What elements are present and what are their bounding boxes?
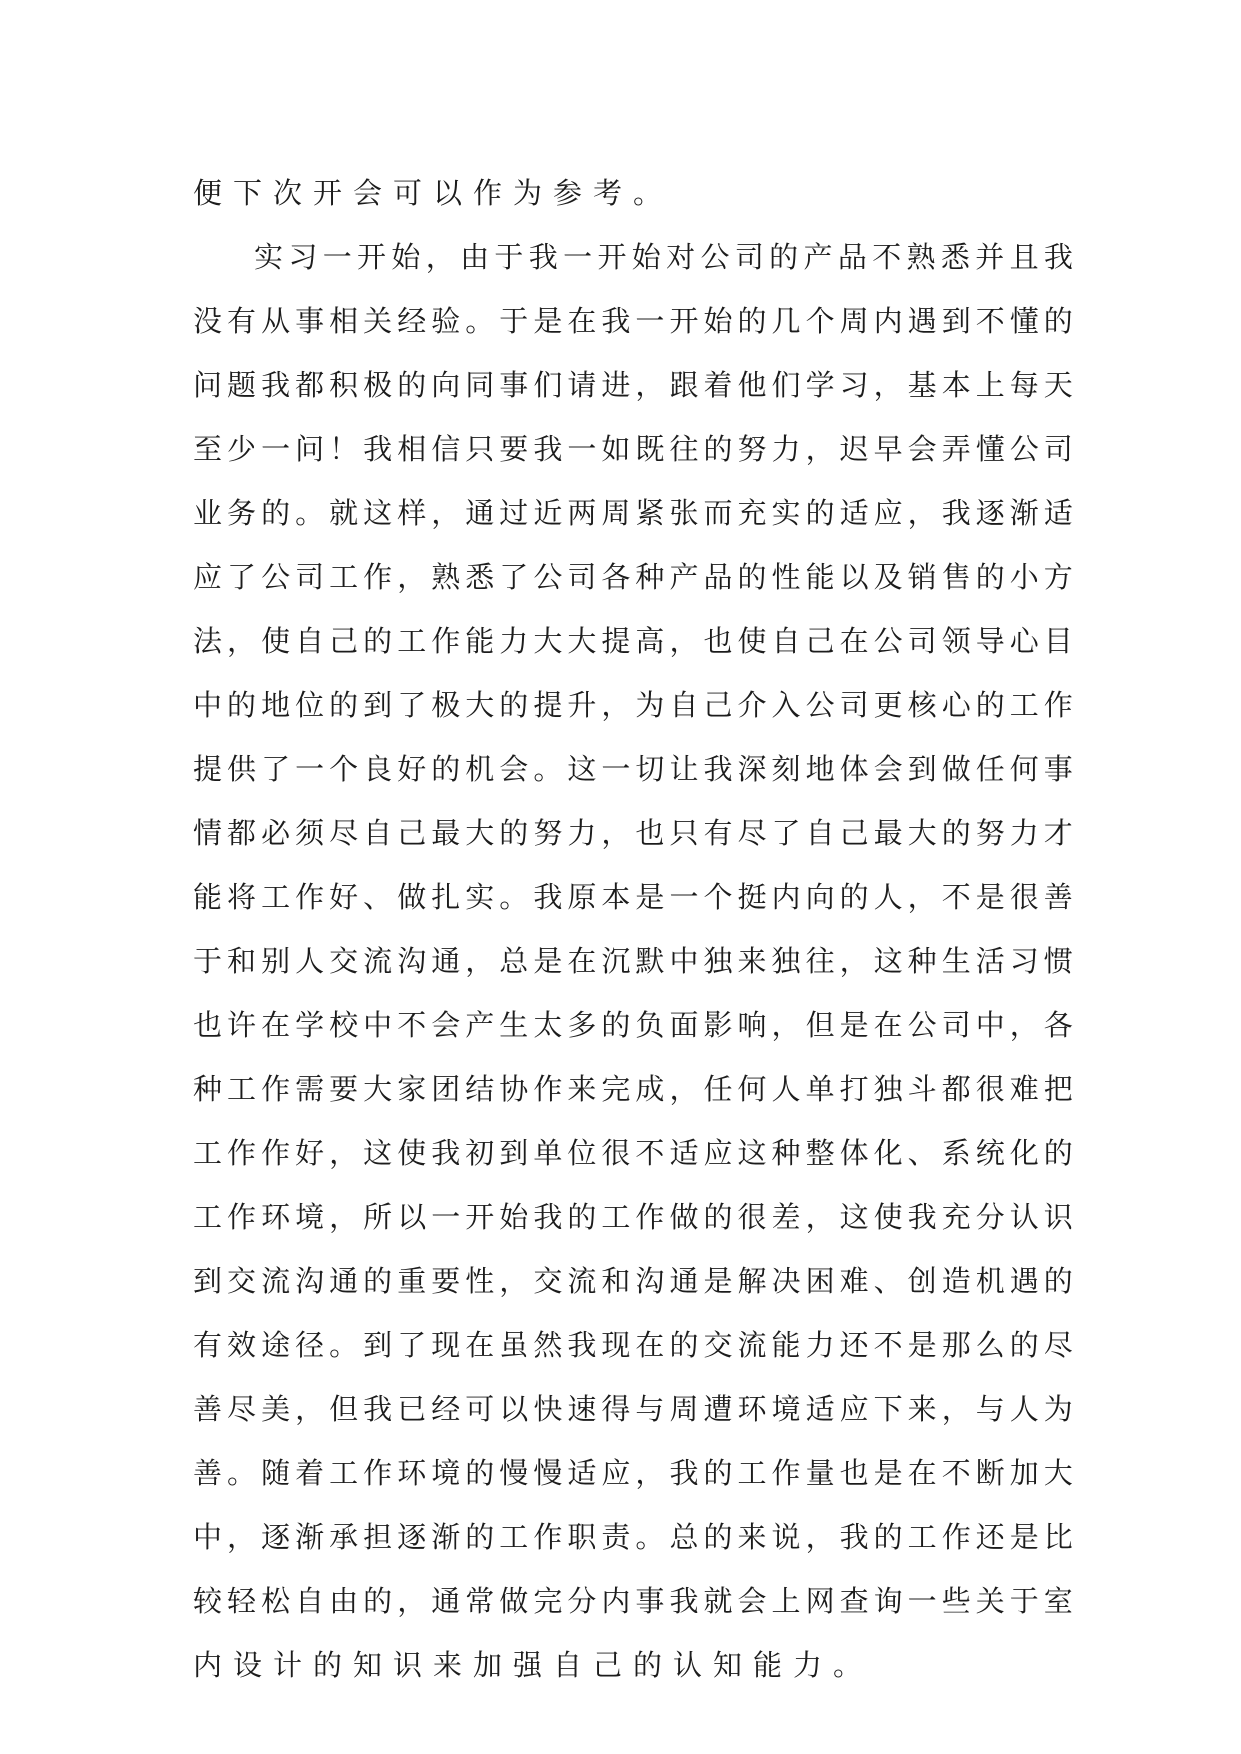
text-line: 到 交 流 沟 通 的 重 要 性 ， 交 流 和 沟 通 是 解 决 困 难 、 创 造 机 遇 的: [193, 1264, 1073, 1298]
text-line: 中 ， 逐 渐 承 担 逐 渐 的 工 作 职 责 。 总 的 来 说 ， 我 的 工 作 还 是 比: [193, 1520, 1073, 1554]
text-line: 没 有 从 事 相 关 经 验 。 于 是 在 我 一 开 始 的 几 个 周 内 遇 到 不 懂 的: [193, 304, 1073, 338]
body-text: [193, 161, 1073, 1697]
text-line: 工 作 作 好 ， 这 使 我 初 到 单 位 很 不 适 应 这 种 整 体 化 、 系 统 化 的: [193, 1136, 1073, 1170]
text-line: 内设计的知识来加强自己的认知能力。: [193, 1648, 874, 1682]
paragraph-first-line: 实 习 一 开 始 ， 由 于 我 一 开 始 对 公 司 的 产 品 不 熟 悉 并 且 我: [254, 240, 1073, 274]
text-line: 工 作 环 境 ， 所 以 一 开 始 我 的 工 作 做 的 很 差 ， 这 使 我 充 分 认 识: [193, 1200, 1073, 1234]
text-line: 种 工 作 需 要 大 家 团 结 协 作 来 完 成 ， 任 何 人 单 打 独 斗 都 很 难 把: [193, 1072, 1073, 1106]
text-line: 业 务 的 。 就 这 样 ， 通 过 近 两 周 紧 张 而 充 实 的 适 应 ， 我 逐 渐 适: [193, 496, 1073, 530]
text-line: 也 许 在 学 校 中 不 会 产 生 太 多 的 负 面 影 响 ， 但 是 在 公 司 中 ， 各: [193, 1008, 1073, 1042]
text-line: 能 将 工 作 好 、 做 扎 实 。 我 原 本 是 一 个 挺 内 向 的 人 ， 不 是 很 善: [193, 880, 1073, 914]
text-line: 法 ， 使 自 己 的 工 作 能 力 大 大 提 高 ， 也 使 自 己 在 公 司 领 导 心 目: [193, 624, 1073, 658]
text-line: 较 轻 松 自 由 的 ， 通 常 做 完 分 内 事 我 就 会 上 网 查 询 一 些 关 于 室: [193, 1584, 1073, 1618]
text-line: 提 供 了 一 个 良 好 的 机 会 。 这 一 切 让 我 深 刻 地 体 会 到 做 任 何 事: [193, 752, 1073, 786]
text-line: 善 。 随 着 工 作 环 境 的 慢 慢 适 应 ， 我 的 工 作 量 也 是 在 不 断 加 大: [193, 1456, 1073, 1490]
text-line: 中 的 地 位 的 到 了 极 大 的 提 升 ， 为 自 己 介 入 公 司 更 核 心 的 工 作: [193, 688, 1073, 722]
text-line: 应 了 公 司 工 作 ， 熟 悉 了 公 司 各 种 产 品 的 性 能 以 及 销 售 的 小 方: [193, 560, 1073, 594]
text-line: 情 都 必 须 尽 自 己 最 大 的 努 力 ， 也 只 有 尽 了 自 己 最 大 的 努 力 才: [193, 816, 1073, 850]
text-line: 善 尽 美 ， 但 我 已 经 可 以 快 速 得 与 周 遭 环 境 适 应 下 来 ， 与 人 为: [193, 1392, 1073, 1426]
text-line: 有 效 途 径 。 到 了 现 在 虽 然 我 现 在 的 交 流 能 力 还 不 是 那 么 的 尽: [193, 1328, 1073, 1362]
text-line: 至 少 一 问 ！ 我 相 信 只 要 我 一 如 既 往 的 努 力 ， 迟 早 会 弄 懂 公 司: [193, 432, 1073, 466]
text-line: 于 和 别 人 交 流 沟 通 ， 总 是 在 沉 默 中 独 来 独 往 ， 这 种 生 活 习 惯: [193, 944, 1073, 978]
text-line: 便下次开会可以作为参考。: [193, 176, 674, 210]
text-line: 问 题 我 都 积 极 的 向 同 事 们 请 进 ， 跟 着 他 们 学 习 ， 基 本 上 每 天: [193, 368, 1073, 402]
